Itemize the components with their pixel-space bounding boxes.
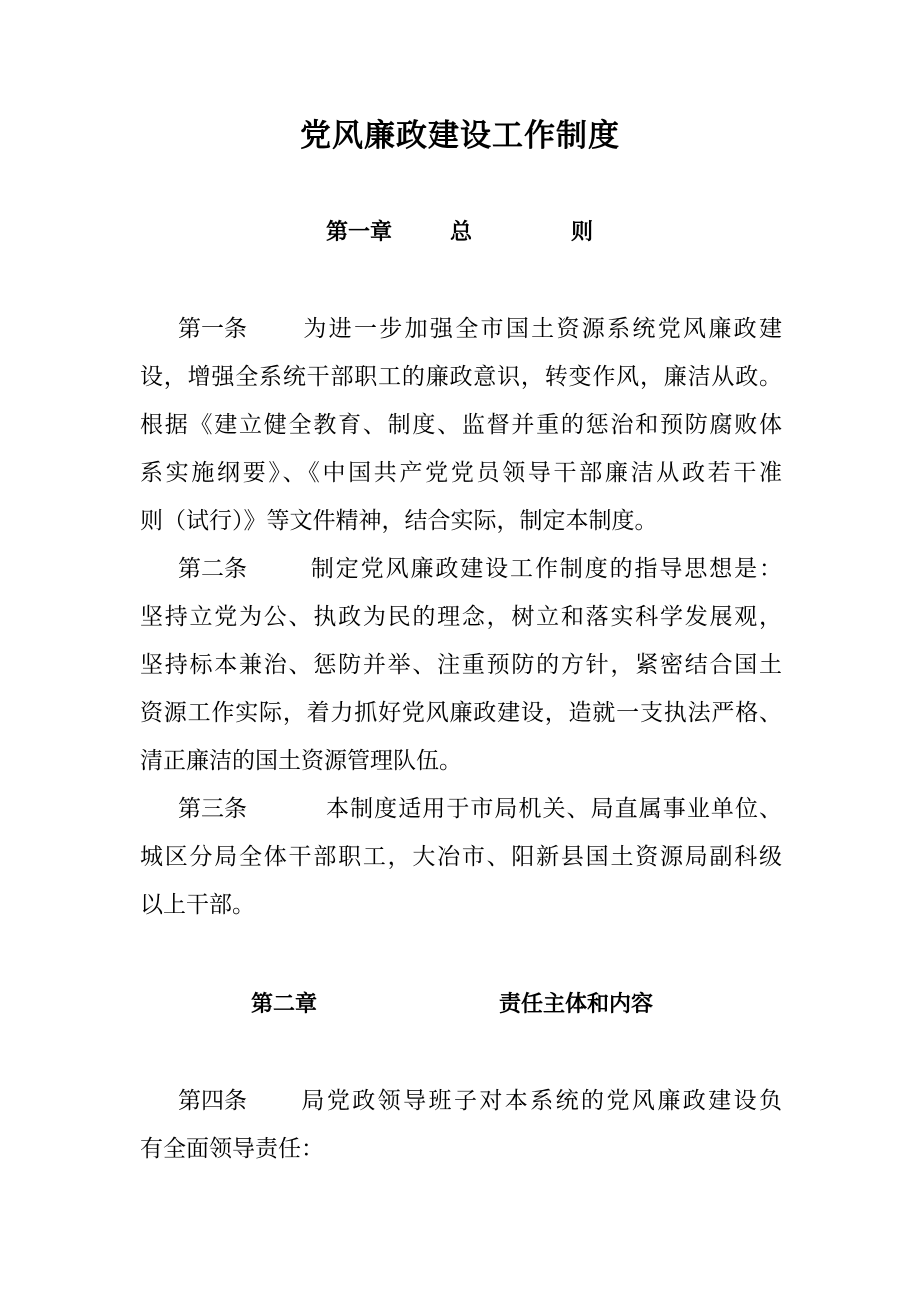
article-1 bbox=[140, 305, 782, 545]
article-1-line-3: 根据《建立健全教育、制度、监督并重的惩治和预防腐败体 bbox=[140, 412, 782, 438]
article-3-line-3: 以上干部。 bbox=[140, 892, 255, 918]
article-3 bbox=[140, 785, 782, 929]
chapter-2-title: 责任主体和内容 bbox=[499, 991, 654, 1017]
article-3-number: 第三条 bbox=[178, 796, 247, 822]
chapter-2-number: 第二章 bbox=[251, 991, 318, 1017]
article-3-text-1: 本制度适用于市局机关、局直属事业单位、 bbox=[325, 796, 782, 822]
article-2-line-3: 坚持标本兼治、惩防并举、注重预防的方针，紧密结合国土 bbox=[140, 652, 782, 678]
article-1-line-4: 系实施纲要》、《中国共产党党员领导干部廉洁从政若干准 bbox=[140, 460, 782, 486]
article-3-line-2: 城区分局全体干部职工，大冶市、阳新县国土资源局副科级 bbox=[140, 844, 782, 870]
article-4-text-1: 局党政领导班子对本系统的党风廉政建设负 bbox=[299, 1088, 782, 1114]
article-1-line-5: 则（试行）》等文件精神，结合实际，制定本制度。 bbox=[140, 508, 658, 534]
article-1-line-2: 设，增强全系统干部职工的廉政意识，转变作风，廉洁从政。 bbox=[140, 364, 782, 390]
chapter-1-title-part2: 则 bbox=[571, 219, 594, 245]
article-3-line-1 bbox=[140, 785, 782, 833]
document-title: 党风廉政建设工作制度 bbox=[300, 118, 620, 154]
article-4-line-2: 有全面领导责任： bbox=[140, 1136, 324, 1162]
article-1-number: 第一条 bbox=[178, 316, 247, 342]
article-2-line-2: 坚持立党为公、执政为民的理念，树立和落实科学发展观， bbox=[140, 604, 782, 630]
article-2-line-4: 资源工作实际，着力抓好党风廉政建设，造就一支执法严格、 bbox=[140, 700, 782, 726]
chapter-1-title-part1: 总 bbox=[450, 219, 473, 245]
article-4-line-1 bbox=[140, 1077, 782, 1125]
article-2 bbox=[140, 545, 782, 785]
article-2-text-1: 制定党风廉政建设工作制度的指导思想是： bbox=[309, 556, 782, 582]
chapter-1-number: 第一章 bbox=[326, 219, 393, 245]
article-4-number: 第四条 bbox=[178, 1088, 247, 1114]
article-2-number: 第二条 bbox=[178, 556, 247, 582]
article-2-line-5: 清正廉洁的国土资源管理队伍。 bbox=[140, 748, 462, 774]
article-4 bbox=[140, 1077, 782, 1173]
article-1-text-1: 为进一步加强全市国土资源系统党风廉政建 bbox=[301, 316, 782, 342]
article-2-line-1 bbox=[140, 545, 782, 593]
article-1-line-1 bbox=[140, 305, 782, 353]
